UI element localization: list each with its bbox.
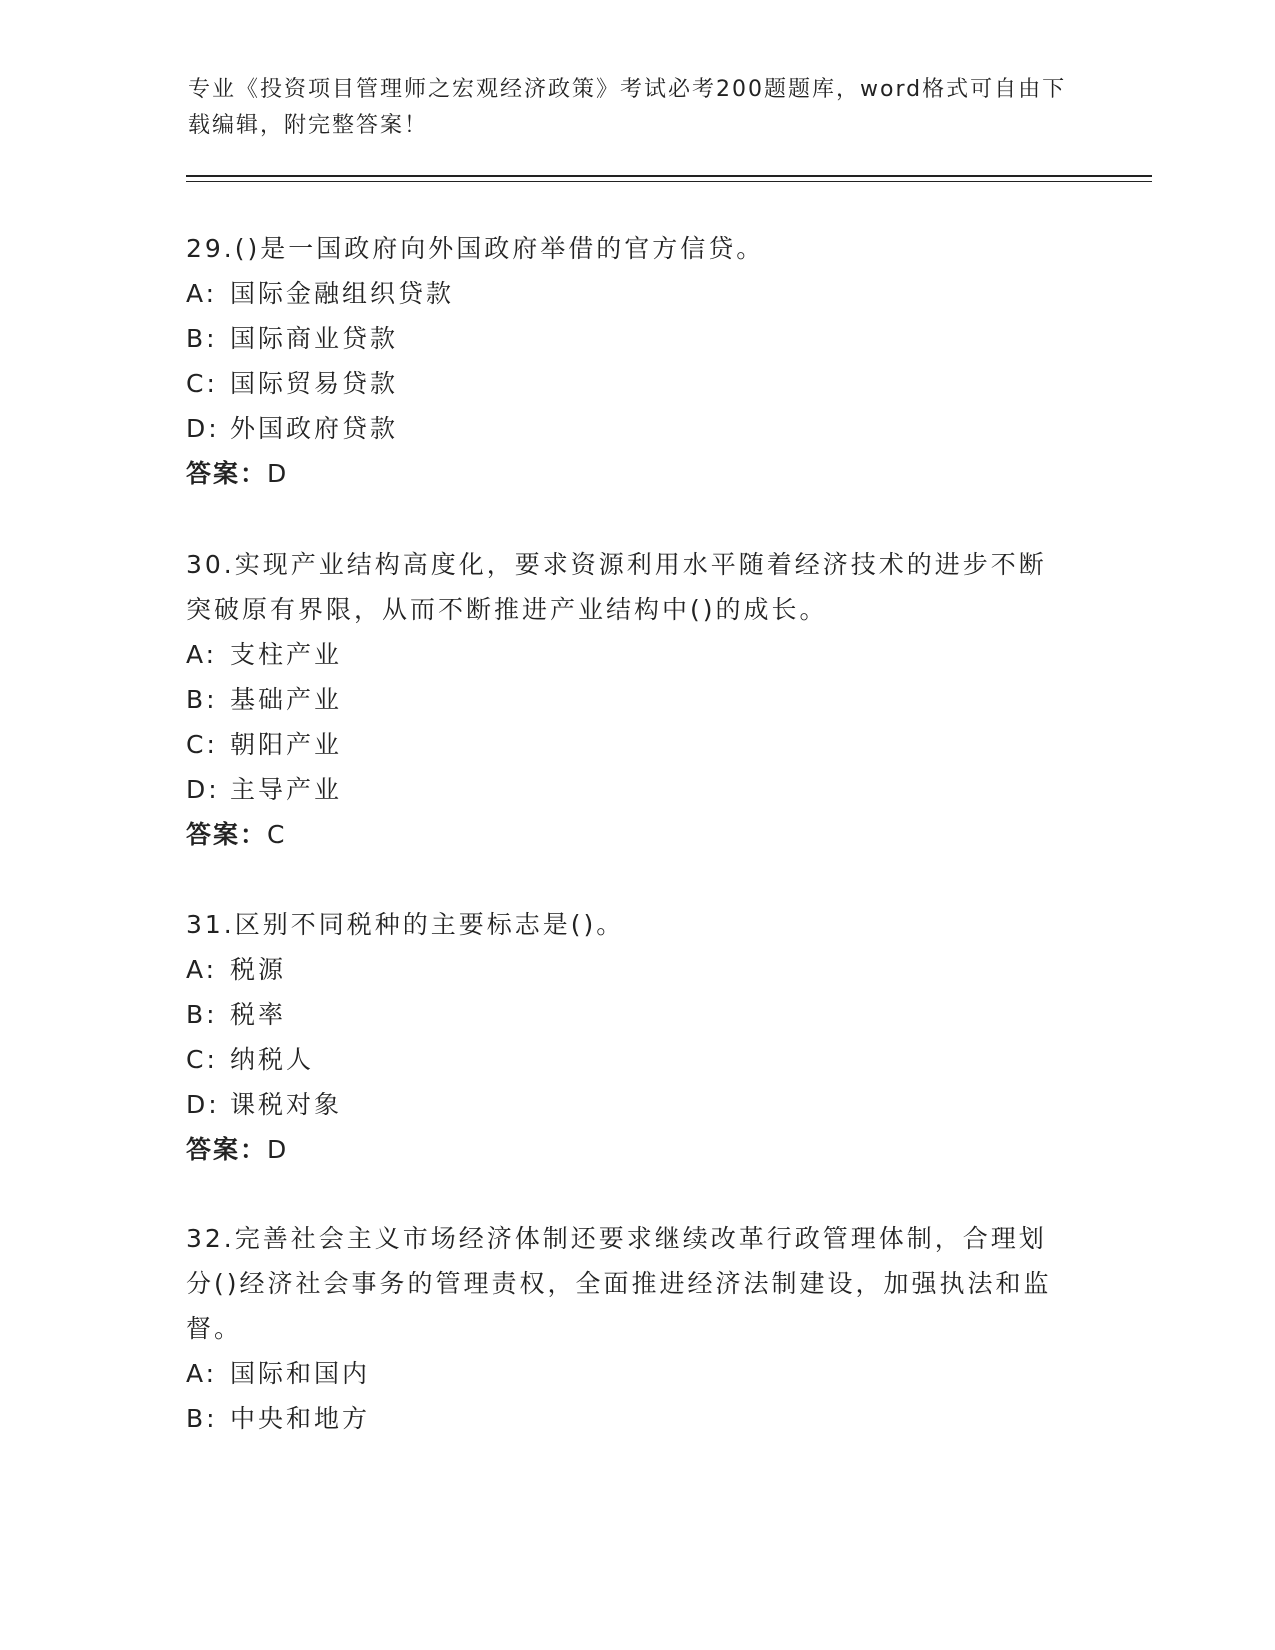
option-text: 国际商业贷款: [230, 324, 399, 353]
option-text: 主导产业: [230, 775, 343, 804]
option-text: 朝阳产业: [230, 730, 343, 759]
option-d: [186, 767, 1086, 812]
option-letter: A:: [186, 955, 218, 984]
answer-value: D: [267, 459, 289, 488]
option-text: 税率: [230, 1000, 287, 1029]
option-letter: C:: [186, 730, 218, 759]
option-text: 税源: [230, 955, 287, 984]
option-text: 外国政府贷款: [230, 414, 399, 443]
question-stem: 31.区别不同税种的主要标志是()。: [186, 910, 625, 939]
option-b: [186, 677, 1086, 722]
option-text: 纳税人: [230, 1045, 315, 1074]
header-rule-thin: [186, 181, 1152, 182]
option-b: [186, 992, 1086, 1037]
question-31: [186, 902, 1086, 1172]
option-text: 国际和国内: [230, 1359, 371, 1388]
option-a: [186, 271, 1086, 316]
document-header: 专业《投资项目管理师之宏观经济政策》考试必考200题题库，word格式可自由下载编辑，附完整答案！: [188, 77, 1067, 138]
option-letter: B:: [186, 685, 218, 714]
answer-label: 答案：: [186, 1135, 268, 1164]
option-text: 国际金融组织贷款: [230, 279, 455, 308]
option-letter: D:: [186, 414, 220, 443]
option-a: [186, 947, 1086, 992]
option-c: [186, 361, 1086, 406]
option-letter: C:: [186, 369, 218, 398]
question-stem: 29.()是一国政府向外国政府举借的官方信贷。: [186, 234, 765, 263]
option-letter: B:: [186, 1404, 218, 1433]
option-letter: A:: [186, 1359, 218, 1388]
option-a: [186, 632, 1086, 677]
option-text: 支柱产业: [230, 640, 343, 669]
question-29: [186, 226, 1086, 496]
option-letter: D:: [186, 1090, 220, 1119]
header-rule-thick: [186, 175, 1152, 177]
question-stem: 32.完善社会主义市场经济体制还要求继续改革行政管理体制，合理划分()经济社会事务的管理责权，全面推进经济法制建设，加强执法和监督。: [186, 1224, 1052, 1343]
question-stem: 30.实现产业结构高度化，要求资源利用水平随着经济技术的进步不断突破原有界限，从而不断推进产业结构中()的成长。: [186, 550, 1047, 624]
option-a: [186, 1351, 1086, 1396]
option-letter: A:: [186, 640, 218, 669]
question-30: [186, 542, 1086, 857]
option-letter: D:: [186, 775, 220, 804]
answer-line: [186, 812, 1086, 857]
option-text: 国际贸易贷款: [230, 369, 399, 398]
option-b: [186, 316, 1086, 361]
option-letter: B:: [186, 324, 218, 353]
option-d: [186, 406, 1086, 451]
option-text: 中央和地方: [230, 1404, 371, 1433]
answer-label: 答案：: [186, 820, 268, 849]
answer-value: C: [267, 820, 287, 849]
option-letter: B:: [186, 1000, 218, 1029]
option-c: [186, 722, 1086, 767]
answer-label: 答案：: [186, 459, 268, 488]
option-letter: A:: [186, 279, 218, 308]
question-32: [186, 1216, 1086, 1441]
option-b: [186, 1396, 1086, 1441]
option-text: 课税对象: [230, 1090, 343, 1119]
answer-value: D: [267, 1135, 289, 1164]
option-letter: C:: [186, 1045, 218, 1074]
answer-line: [186, 451, 1086, 496]
option-text: 基础产业: [230, 685, 343, 714]
answer-line: [186, 1127, 1086, 1172]
option-c: [186, 1037, 1086, 1082]
option-d: [186, 1082, 1086, 1127]
